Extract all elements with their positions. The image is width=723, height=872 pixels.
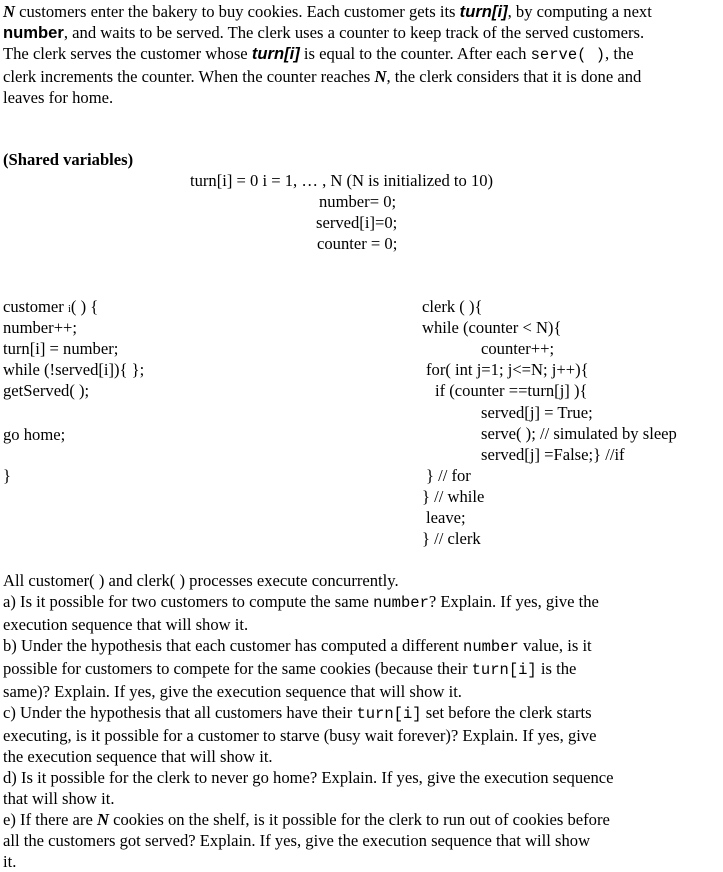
question-text: cookies on the shelf, is it possible for the clerk to run out of cookies before <box>108 810 610 829</box>
intro-text: , and waits to be served. The clerk uses a counter to keep track of the served customers. <box>63 23 645 42</box>
n-variable: N <box>374 67 387 86</box>
customer-keyword: customer <box>3 297 68 316</box>
question-e-line-1 <box>3 809 721 830</box>
clerk-line-1: clerk ( ){ <box>422 297 483 316</box>
question-text: is the <box>536 659 577 678</box>
clerk-line-12: } // clerk <box>422 529 481 548</box>
clerk-line-11: leave; <box>426 508 466 527</box>
shared-turn-line: turn[i] = 0 i = 1, … , N (N is initialized to 10) <box>190 171 494 190</box>
turn-term: turn[i] <box>251 44 300 63</box>
customer-line-6: } <box>3 466 11 485</box>
shared-served-line: served[i]=0; <box>316 213 398 232</box>
intro-text: is equal to the counter. After each <box>299 44 531 63</box>
intro-text: , the clerk considers that it is done and <box>386 67 642 86</box>
question-e-line-3: it. <box>3 852 17 871</box>
customer-paren: ( ) { <box>70 297 99 316</box>
intro-line-5: leaves for home. <box>3 88 114 107</box>
n-variable: N <box>3 2 15 21</box>
clerk-line-5: if (counter ==turn[j] ){ <box>435 381 588 400</box>
intro-line-3 <box>3 43 721 66</box>
intro-text: , by computing a next <box>507 2 652 21</box>
intro-text: customers enter the bakery to buy cookies. Each customer gets its <box>14 2 460 21</box>
customer-line-2: turn[i] = number; <box>3 339 119 358</box>
intro-line-1 <box>3 1 721 22</box>
clerk-line-7: serve( ); // simulated by sleep <box>481 424 677 443</box>
clerk-line-4: for( int j=1; j<=N; j++){ <box>426 360 589 379</box>
question-text: c) Under the hypothesis that all customers have their <box>3 703 357 722</box>
question-text: ? Explain. If yes, give the <box>428 592 599 611</box>
clerk-line-8: served[j] =False;} //if <box>481 445 625 464</box>
number-code: number <box>463 638 519 656</box>
question-c-line-3: the execution sequence that will show it. <box>3 747 273 766</box>
question-text: a) Is it possible for two customers to compute the same <box>3 592 374 611</box>
questions-section <box>3 570 721 872</box>
intro-line-4 <box>3 66 721 87</box>
question-a-line-2: execution sequence that will show it. <box>3 615 249 634</box>
question-c-line-1 <box>3 702 721 725</box>
number-term: number <box>3 23 64 42</box>
clerk-line-10: } // while <box>422 487 485 506</box>
question-intro: All customer( ) and clerk( ) processes execute concurrently. <box>3 571 399 590</box>
turn-code: turn[i] <box>471 661 537 679</box>
intro-text: clerk increments the counter. When the counter reaches <box>3 67 375 86</box>
question-d-line-2: that will show it. <box>3 789 115 808</box>
question-d-line-1: d) Is it possible for the clerk to never go home? Explain. If yes, give the execution sequence <box>3 768 614 787</box>
question-text: set before the clerk starts <box>421 703 592 722</box>
n-variable: N <box>96 810 109 829</box>
clerk-line-2: while (counter < N){ <box>422 318 562 337</box>
question-c-line-2: executing, is it possible for a customer to starve (busy wait forever)? Explain. If yes, give <box>3 726 597 745</box>
turn-code: turn[i] <box>356 705 422 723</box>
shared-number-line: number= 0; <box>319 192 397 211</box>
intro-paragraph <box>3 1 721 108</box>
question-text: value, is it <box>518 636 592 655</box>
question-b-line-2 <box>3 658 721 681</box>
shared-variables-heading: (Shared variables) <box>3 150 134 169</box>
clerk-line-6: served[j] = True; <box>481 403 593 422</box>
clerk-line-9: } // for <box>426 466 471 485</box>
intro-text: The clerk serves the customer whose <box>3 44 252 63</box>
question-b-line-3: same)? Explain. If yes, give the execution sequence that will show it. <box>3 682 462 701</box>
question-text: e) If there are <box>3 810 97 829</box>
shared-counter-line: counter = 0; <box>317 234 398 253</box>
number-code: number <box>373 594 429 612</box>
question-text: possible for customers to compete for the same cookies (because their <box>3 659 472 678</box>
serve-code: serve( ) <box>530 46 606 64</box>
customer-line-3: while (!served[i]){ }; <box>3 360 145 379</box>
customer-line-5: go home; <box>3 425 66 444</box>
customer-line-1: number++; <box>3 318 78 337</box>
question-b-line-1 <box>3 635 721 658</box>
customer-index: i <box>67 304 71 315</box>
clerk-line-3: counter++; <box>481 339 555 358</box>
question-a-line-1 <box>3 591 721 614</box>
intro-text: , the <box>605 44 634 63</box>
intro-line-2 <box>3 22 721 43</box>
question-text: b) Under the hypothesis that each customer has computed a different <box>3 636 464 655</box>
question-e-line-2: all the customers got served? Explain. If yes, give the execution sequence that will show <box>3 831 591 850</box>
turn-term: turn[i] <box>459 2 508 21</box>
customer-line-4: getServed( ); <box>3 381 90 400</box>
